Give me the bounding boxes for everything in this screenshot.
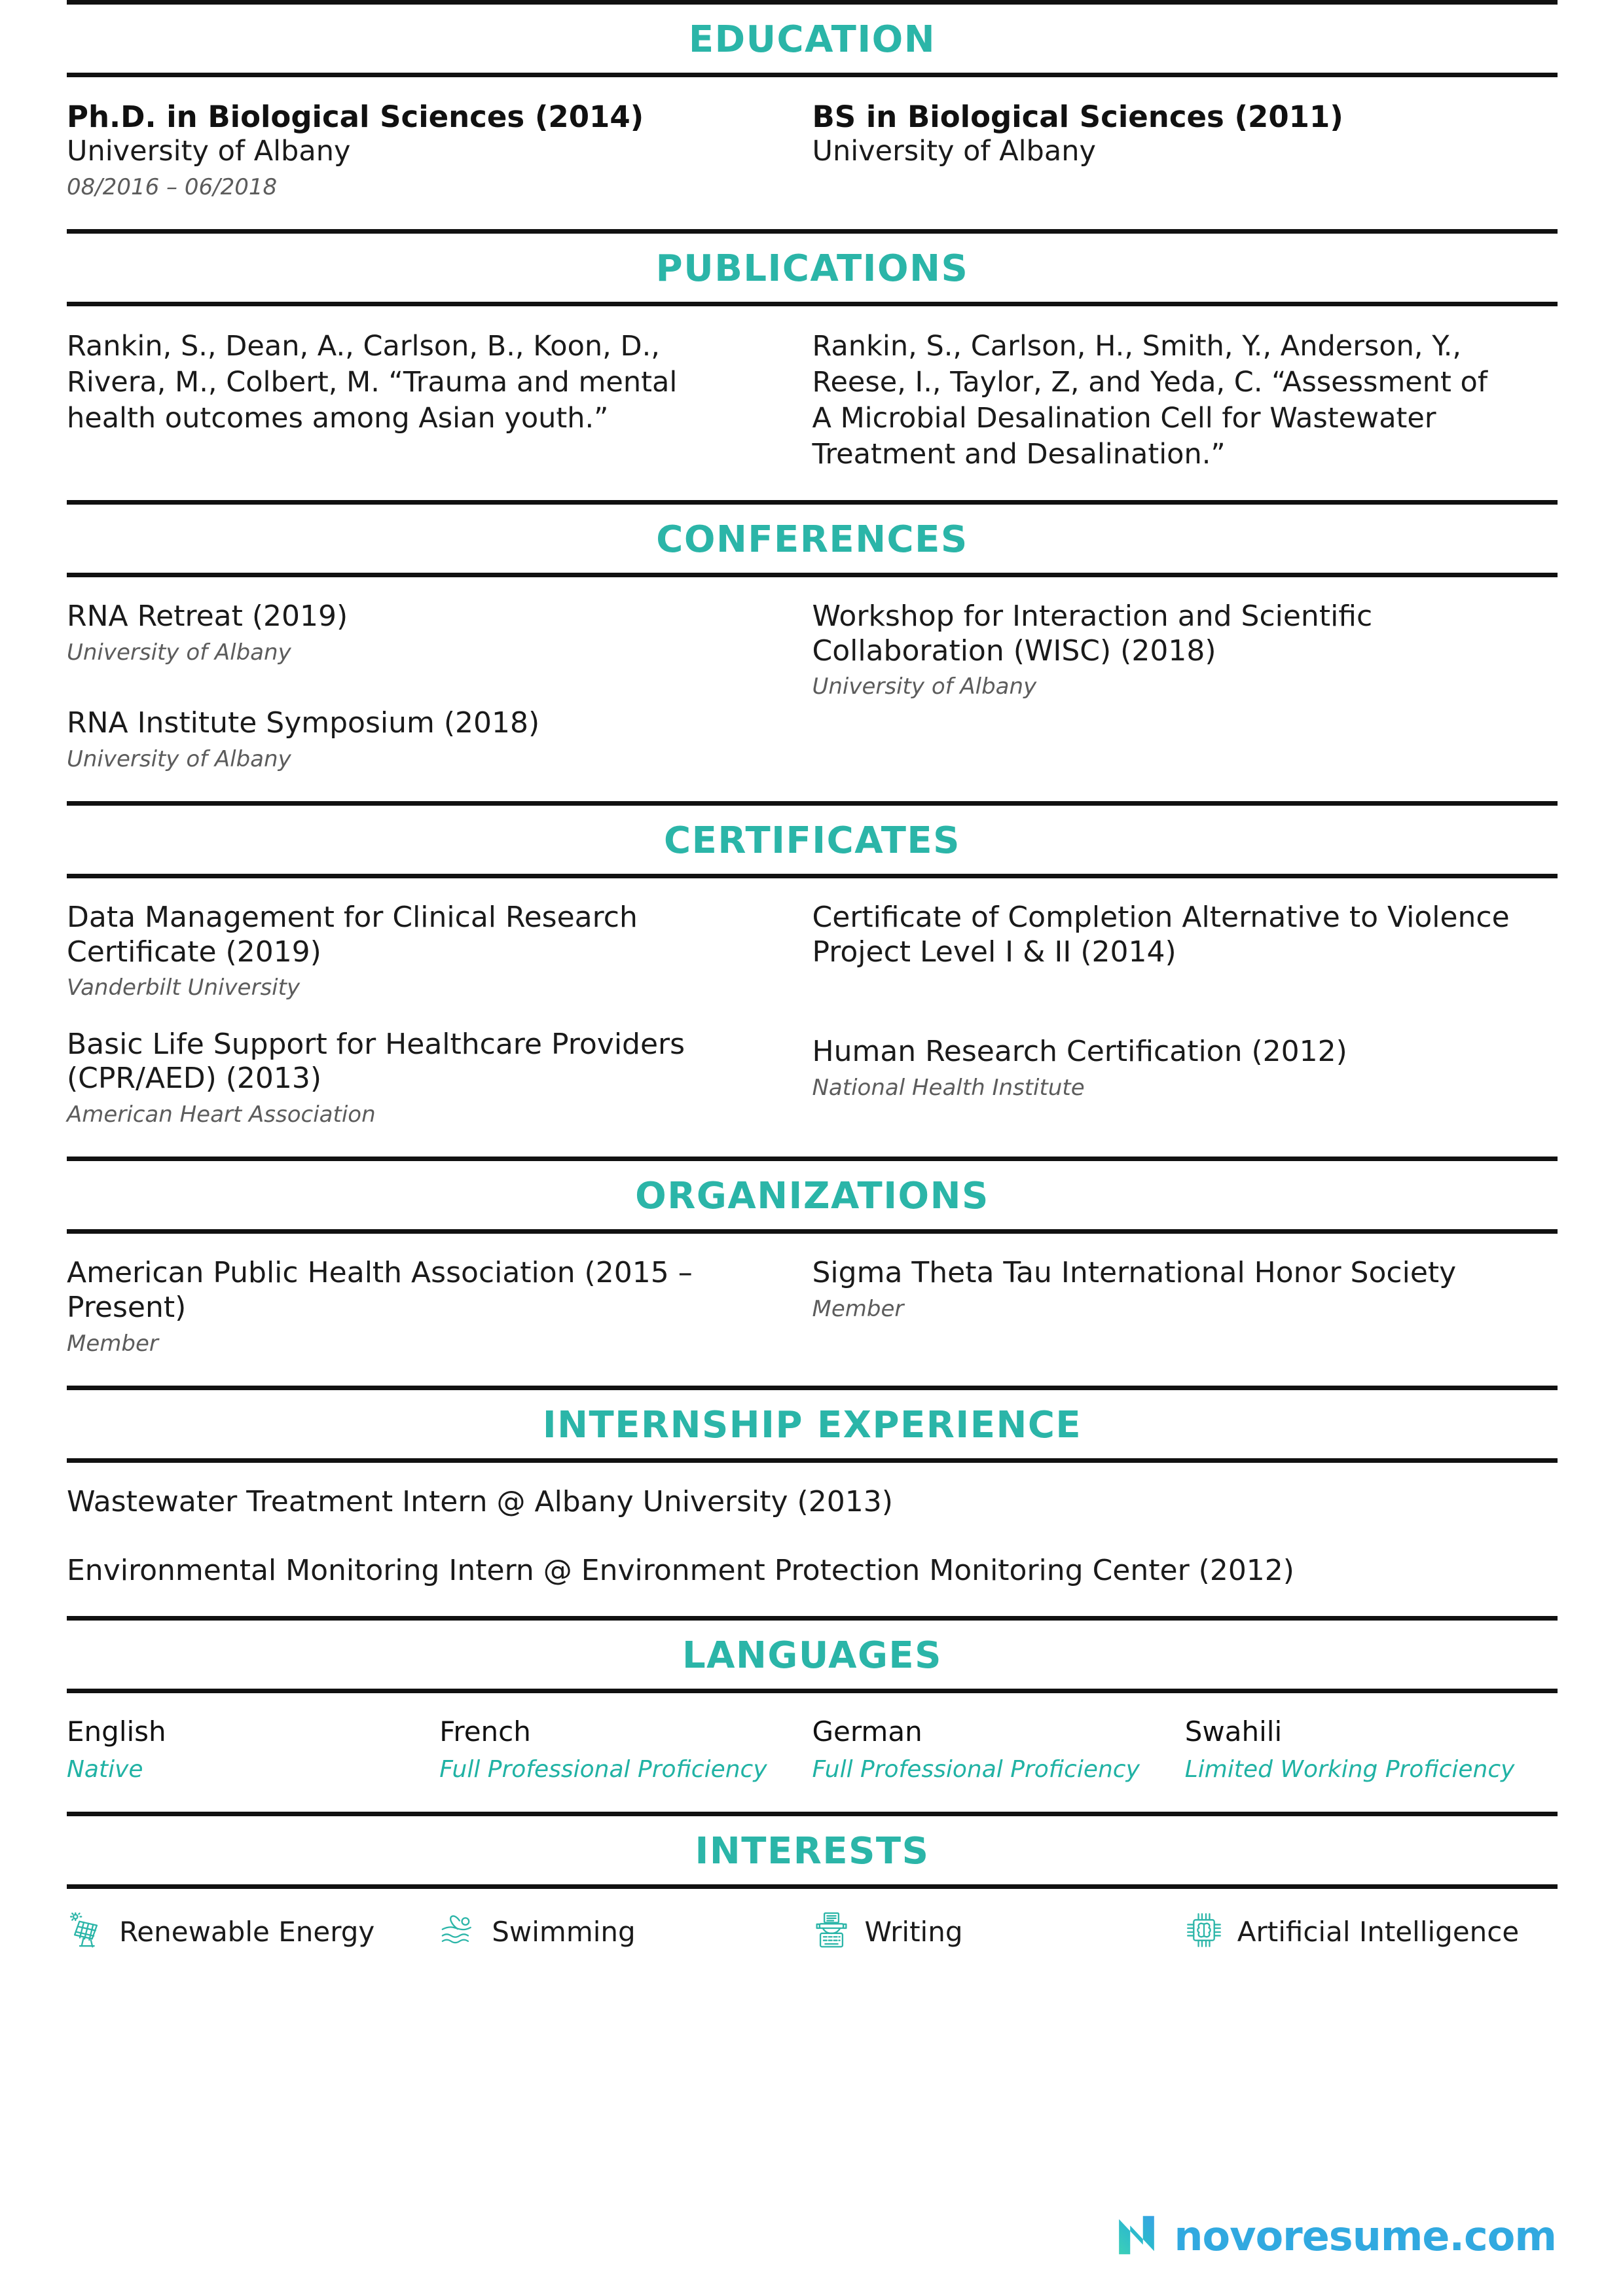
certificate-issuer: Vanderbilt University xyxy=(67,975,301,1001)
education-entries xyxy=(67,77,1558,229)
certificate-entry xyxy=(812,901,1512,970)
solar-panel-icon xyxy=(67,1911,105,1952)
degree-title: Ph.D. in Biological Sciences (2014) xyxy=(67,99,644,134)
section-rule-bottom xyxy=(67,302,1558,306)
language-level: Full Professional Proficiency xyxy=(439,1756,767,1784)
language-item xyxy=(812,1715,1185,1784)
section-heading-publications: PUBLICATIONS xyxy=(655,247,969,290)
section-conferences xyxy=(67,500,1558,801)
certificate-name: Data Management for Clinical Research Certificate (2019) xyxy=(67,900,638,969)
conference-name: RNA Institute Symposium (2018) xyxy=(67,706,540,740)
interest-item xyxy=(1185,1911,1558,1952)
publication-entry xyxy=(812,329,1558,473)
interest-item xyxy=(67,1911,439,1952)
section-organizations xyxy=(67,1157,1558,1386)
resume-page xyxy=(67,0,1558,1952)
certificate-column-left xyxy=(67,901,812,1130)
section-rule-bottom xyxy=(67,1458,1558,1463)
novoresume-wordmark: novoresume.com xyxy=(1174,2212,1556,2260)
interest-label: Artificial Intelligence xyxy=(1237,1915,1520,1948)
section-rule-top xyxy=(67,801,1558,806)
conference-org: University of Albany xyxy=(812,673,1037,700)
certificate-name: Basic Life Support for Healthcare Providers (CPR/AED) (2013) xyxy=(67,1027,685,1096)
certificate-entries xyxy=(67,878,1558,1157)
organization-name: Sigma Theta Tau International Honor Society xyxy=(812,1256,1457,1290)
organization-role: Member xyxy=(67,1330,158,1357)
certificate-entry xyxy=(812,1035,1512,1102)
section-heading-internship: INTERNSHIP EXPERIENCE xyxy=(542,1404,1082,1447)
section-rule-top xyxy=(67,1812,1558,1816)
organization-name: American Public Health Association (2015 – Present) xyxy=(67,1256,693,1325)
education-dates: 08/2016 – 06/2018 xyxy=(67,173,278,200)
section-heading-languages: LANGUAGES xyxy=(682,1634,942,1677)
section-interests xyxy=(67,1812,1558,1952)
section-rule-top xyxy=(67,500,1558,505)
section-heading-certificates: CERTIFICATES xyxy=(664,819,960,862)
publication-entries xyxy=(67,306,1558,500)
conference-org: University of Albany xyxy=(67,639,291,666)
conference-column-left xyxy=(67,600,812,774)
section-languages xyxy=(67,1616,1558,1812)
section-heading-interests: INTERESTS xyxy=(695,1830,930,1873)
publication-citation: Rankin, S., Dean, A., Carlson, B., Koon, D., Rivera, M., Colbert, M. “Trauma and mental health outcomes among Asian youth.” xyxy=(67,329,678,435)
internship-entry: Environmental Monitoring Intern @ Environment Protection Monitoring Center (2012) xyxy=(67,1553,1294,1587)
novoresume-n-logo-icon xyxy=(1111,2210,1162,2263)
certificate-issuer: American Heart Association xyxy=(67,1102,376,1128)
typewriter-icon xyxy=(812,1911,850,1952)
interest-label: Renewable Energy xyxy=(119,1915,375,1948)
brain-chip-icon xyxy=(1185,1911,1223,1952)
conference-org: University of Albany xyxy=(67,745,291,772)
degree-title: BS in Biological Sciences (2011) xyxy=(812,99,1343,134)
education-entry xyxy=(67,99,812,202)
section-rule-top xyxy=(67,1386,1558,1390)
organization-entry xyxy=(812,1256,1558,1358)
section-publications xyxy=(67,229,1558,500)
language-name: French xyxy=(439,1715,531,1748)
novoresume-footer[interactable] xyxy=(1111,2210,1556,2263)
interest-item xyxy=(439,1911,812,1952)
certificate-name: Human Research Certification (2012) xyxy=(812,1035,1347,1069)
organization-entry xyxy=(67,1256,812,1358)
interest-label: Writing xyxy=(864,1915,963,1948)
section-heading-education: EDUCATION xyxy=(688,18,936,61)
section-rule-top xyxy=(67,0,1558,5)
conference-entry xyxy=(812,600,1512,702)
interest-list xyxy=(67,1889,1558,1952)
certificate-name: Certificate of Completion Alternative to Violence Project Level I & II (2014) xyxy=(812,900,1510,969)
section-rule-bottom xyxy=(67,73,1558,77)
conference-entries xyxy=(67,577,1558,801)
certificate-entry xyxy=(67,901,767,1003)
publication-citation: Rankin, S., Carlson, H., Smith, Y., Anderson, Y., Reese, I., Taylor, Z, and Yeda, C. “Assessment of A Microbial Desalination Cell for Wastewater Treatment and Desalination.” xyxy=(812,329,1487,471)
conference-entry xyxy=(67,706,767,774)
language-item xyxy=(1185,1715,1558,1784)
conference-column-right xyxy=(812,600,1558,774)
education-entry xyxy=(812,99,1558,202)
language-level: Full Professional Proficiency xyxy=(812,1756,1140,1784)
school-name: University of Albany xyxy=(67,135,351,168)
section-rule-bottom xyxy=(67,874,1558,878)
section-rule-top xyxy=(67,1157,1558,1161)
section-rule-bottom xyxy=(67,1229,1558,1234)
section-heading-conferences: CONFERENCES xyxy=(656,518,968,561)
section-rule-top xyxy=(67,229,1558,234)
language-name: English xyxy=(67,1715,166,1748)
language-list xyxy=(67,1693,1558,1812)
certificate-issuer: National Health Institute xyxy=(812,1075,1085,1102)
certificate-entry xyxy=(67,1028,767,1130)
organization-role: Member xyxy=(812,1296,904,1323)
section-certificates xyxy=(67,801,1558,1157)
section-rule-bottom xyxy=(67,573,1558,577)
section-heading-organizations: ORGANIZATIONS xyxy=(635,1175,989,1218)
language-level: Native xyxy=(67,1756,143,1784)
language-item xyxy=(439,1715,812,1784)
interest-label: Swimming xyxy=(492,1915,636,1948)
language-level: Limited Working Proficiency xyxy=(1184,1756,1515,1784)
conference-entry xyxy=(67,600,767,667)
internship-entry: Wastewater Treatment Intern @ Albany University (2013) xyxy=(67,1485,893,1519)
section-rule-top xyxy=(67,1616,1558,1621)
conference-name: RNA Retreat (2019) xyxy=(67,599,348,633)
language-name: Swahili xyxy=(1184,1715,1283,1748)
school-name: University of Albany xyxy=(812,135,1096,168)
organization-entries xyxy=(67,1234,1558,1386)
internship-entries xyxy=(67,1463,1558,1616)
section-education xyxy=(67,0,1558,229)
section-rule-bottom xyxy=(67,1689,1558,1693)
conference-name: Workshop for Interaction and Scientific Collaboration (WISC) (2018) xyxy=(812,599,1373,668)
language-item xyxy=(67,1715,439,1784)
interest-item xyxy=(812,1911,1185,1952)
language-name: German xyxy=(812,1715,922,1748)
publication-entry xyxy=(67,329,812,473)
certificate-column-right xyxy=(812,901,1558,1130)
section-rule-bottom xyxy=(67,1884,1558,1889)
swimmer-icon xyxy=(439,1911,477,1952)
section-internship-experience xyxy=(67,1386,1558,1616)
